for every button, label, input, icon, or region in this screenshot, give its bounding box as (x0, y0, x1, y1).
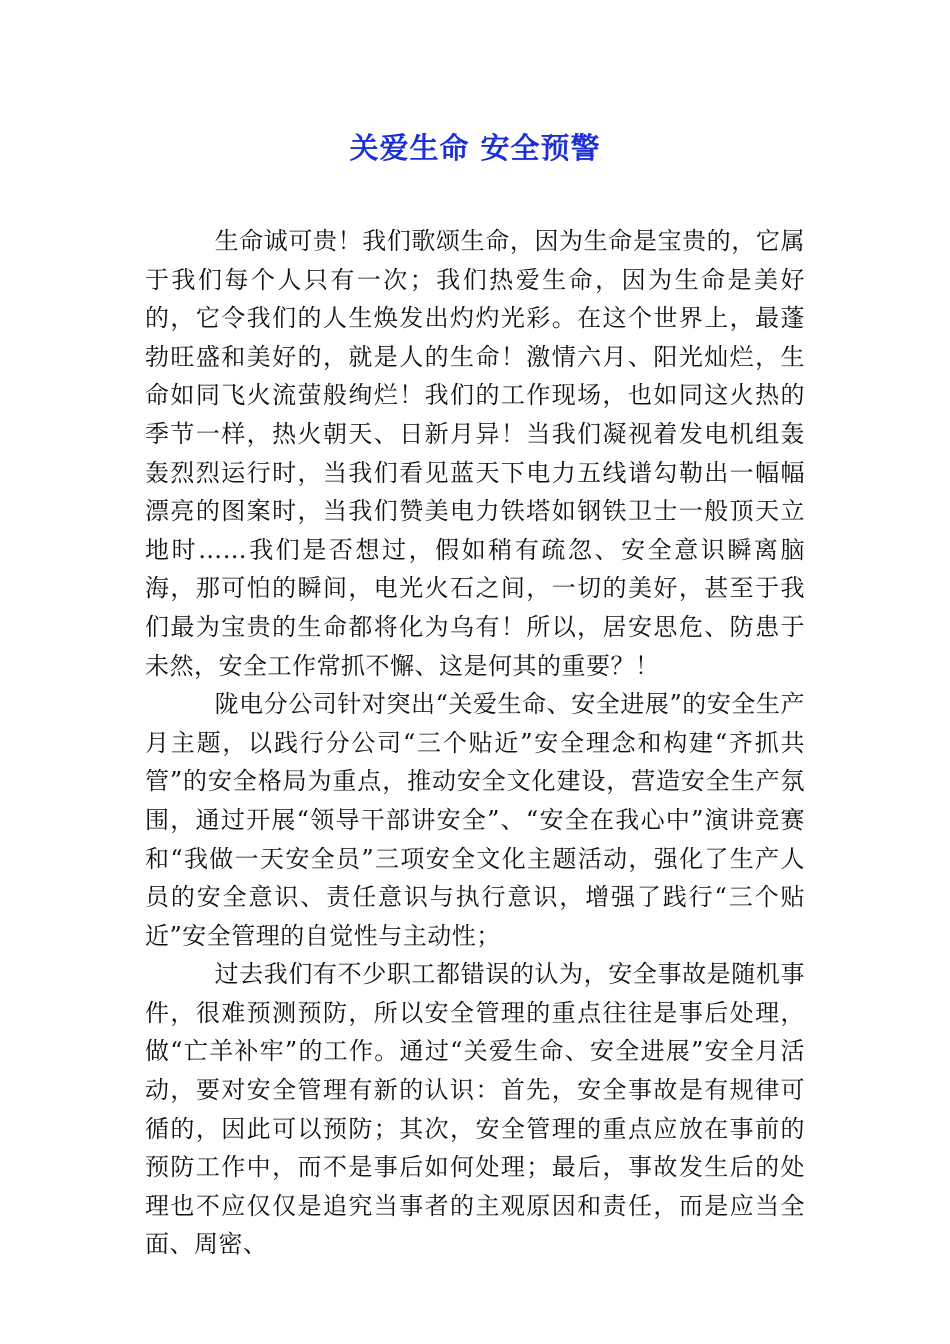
paragraph-2: 陇电分公司针对突出“关爱生命、安全进展”的安全生产月主题，以践行分公司“三个贴近”安全理念和构建“齐抓共管”的安全格局为重点，推动安全文化建设，营造安全生产氛围，通过开展“领导干部讲安全”、“安全在我心中”演讲竞赛和“我做一天安全员”三项安全文化主题活动，强化了生产人员的安全意识、责任意识与执行意识，增强了践行“三个贴近”安全管理的自觉性与主动性； (145, 690, 805, 950)
document-title: 关爱生命 安全预警 (349, 131, 601, 165)
document-body (145, 222, 805, 1264)
paragraph-1: 生命诚可贵！我们歌颂生命，因为生命是宝贵的，它属于我们每个人只有一次；我们热爱生命，因为生命是美好的，它令我们的人生焕发出灼灼光彩。在这个世界上，最蓬勃旺盛和美好的，就是人的生命！激情六月、阳光灿烂，生命如同飞火流萤般绚烂！我们的工作现场，也如同这火热的季节一样，热火朝天、日新月异！当我们凝视着发电机组轰轰烈烈运行时，当我们看见蓝天下电力五线谱勾勒出一幅幅漂亮的图案时，当我们赞美电力铁塔如钢铁卫士一般顶天立地时……我们是否想过，假如稍有疏忽、安全意识瞬离脑海，那可怕的瞬间，电光火石之间，一切的美好，甚至于我们最为宝贵的生命都将化为乌有！所以，居安思危、防患于未然，安全工作常抓不懈、这是何其的重要？！ (145, 227, 805, 680)
paragraph-3: 过去我们有不少职工都错误的认为，安全事故是随机事件，很难预测预防，所以安全管理的重点往往是事后处理，做“亡羊补牢”的工作。通过“关爱生命、安全进展”安全月活动，要对安全管理有新的认识：首先，安全事故是有规律可循的，因此可以预防；其次，安全管理的重点应放在事前的预防工作中，而不是事后如何处理；最后，事故发生后的处理也不应仅仅是追究当事者的主观原因和责任，而是应当全面、周密、 (145, 960, 805, 1259)
